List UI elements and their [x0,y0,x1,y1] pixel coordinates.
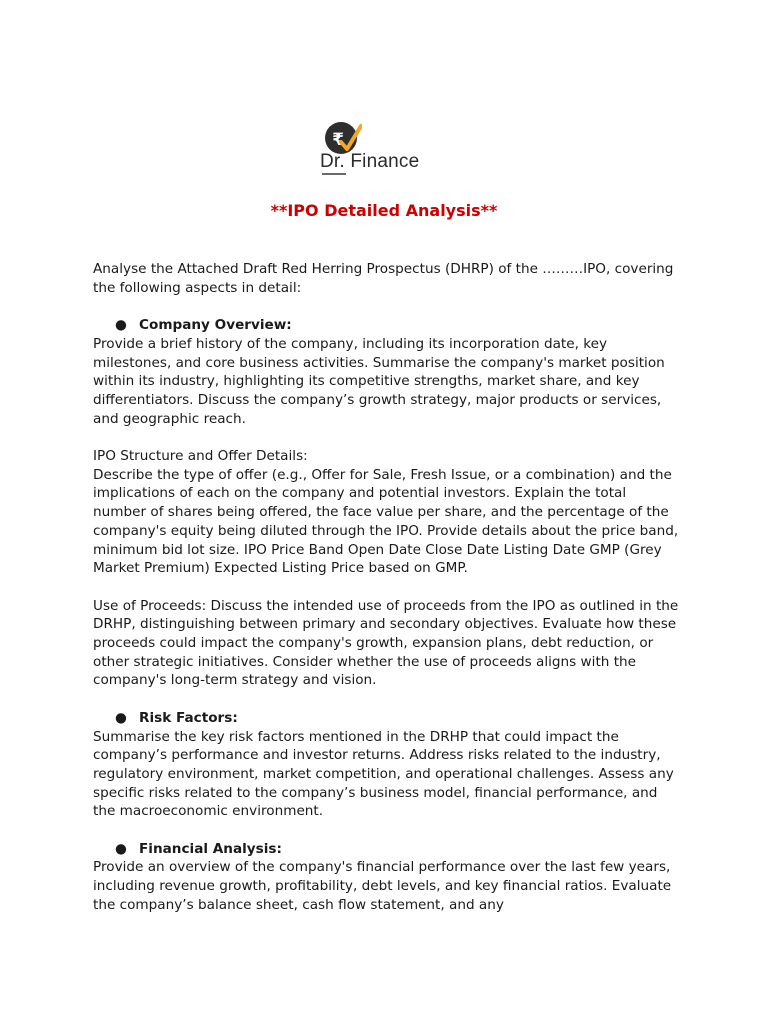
bullet-dot-icon: ● [115,840,127,857]
bullet-risk-factors [93,709,683,728]
rupee-symbol: ₹ [332,130,344,150]
heading-risk-factors: Risk Factors: [139,709,238,726]
heading-ipo-structure: IPO Structure and Offer Details: [93,448,308,464]
ipo-structure-paragraph: Describe the type of offer (e.g., Offer for Sale, Fresh Issue, or a combination) and the implications of each on the company and potential investors. Explain the total number of shares being offered, the face value per share, and the percentage of the company's equity being diluted through the IPO. Provide details about the price band, minimum bid lot size. IPO Price Band Open Date Close Date Listing Date GMP (Grey Market Premium) Expected Listing Price based on GMP. [93,466,679,577]
bullet-dot-icon: ● [115,317,127,334]
logo-wordmark: Dr. Finance [320,151,420,172]
company-overview-paragraph: Provide a brief history of the company, including its incorporation date, key milestones, and core business activities. Summarise the company's market position within its industry, highlighting its competitive strengths, market share, and key differentiators. Discuss the company’s growth strategy, major products or services, and geographic reach. [93,335,665,427]
dr-finance-logo [318,120,434,178]
intro-paragraph: Analyse the Attached Draft Red Herring Prospectus (DHRP) of the ………IPO, covering the following aspects in detail: [93,261,674,296]
heading-company-overview: Company Overview: [139,317,292,334]
logo-underline [322,173,346,175]
bullet-dot-icon: ● [115,709,127,726]
bullet-company-overview [93,316,683,335]
document-title: **IPO Detailed Analysis** [270,201,498,220]
heading-financial-analysis: Financial Analysis: [139,840,282,857]
document-body [93,260,683,915]
risk-factors-paragraph: Summarise the key risk factors mentioned in the DRHP that could impact the company’s performance and investor returns. Address risks related to the industry, regulatory environment, market competition, and operational challenges. Assess any specific risks related to the company’s business model, financial performance, and the macroeconomic environment. [93,728,674,820]
use-of-proceeds-paragraph: Use of Proceeds: Discuss the intended use of proceeds from the IPO as outlined in the DRHP, distinguishing between primary and secondary objectives. Evaluate how these proceeds could impact the company's growth, expansion plans, debt reduction, or other strategic initiatives. Consider whether the use of proceeds aligns with the company's long-term strategy and vision. [93,597,679,689]
financial-analysis-paragraph: Provide an overview of the company's financial performance over the last few years, including revenue growth, profitability, debt levels, and key financial ratios. Evaluate the company’s balance sheet, cash flow statement, and any [93,859,672,913]
bullet-financial-analysis [93,840,683,859]
